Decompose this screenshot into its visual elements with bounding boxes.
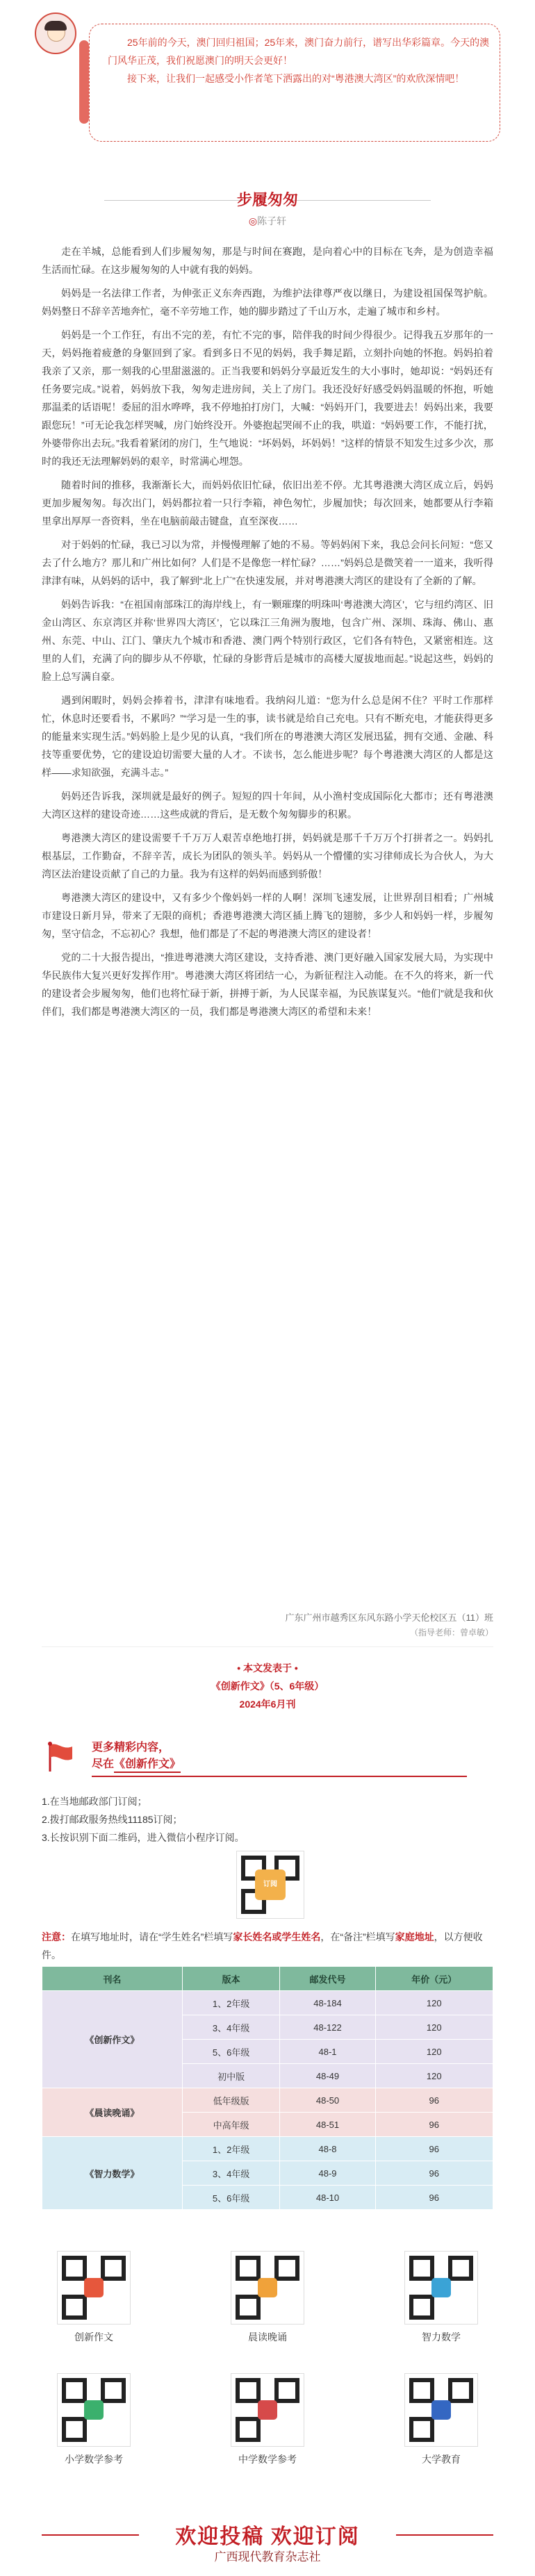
- pub-line-3: 2024年6月刊: [239, 1699, 296, 1710]
- qr-logo-icon: [84, 2400, 104, 2420]
- notice-paragraph-1: 25年前的今天，澳门回归祖国；25年来，澳门奋力前行，谱写出华彩篇章。今天的澳门风华正茂，我们祝愿澳门的明天会更好！: [108, 37, 490, 66]
- qr-code-item[interactable]: [215, 2373, 320, 2466]
- table-row: [42, 1991, 493, 2015]
- flag-icon: [42, 1741, 76, 1773]
- author-line: ◎陈子轩: [248, 215, 287, 226]
- magazine-name: 《智力数学》: [42, 2137, 183, 2210]
- qr-code[interactable]: [231, 2251, 304, 2325]
- avatar: [35, 13, 76, 54]
- qr-center-text: 订阅: [263, 1881, 277, 1888]
- table-header: 版本: [182, 1967, 280, 1991]
- subscribe-qr-code[interactable]: [236, 1851, 304, 1919]
- qr-label: 中学数学参考: [238, 2455, 297, 2466]
- subscription-table: [42, 1966, 493, 2210]
- qr-code-item[interactable]: [215, 2251, 320, 2344]
- table-cell: 120: [375, 2040, 493, 2064]
- table-cell: 48-50: [280, 2088, 375, 2113]
- article-paragraph: 遇到闲暇时，妈妈会捧着书，津津有味地看。我纳闷儿道：“您为什么总是闲不住？平时工作那样忙，休息时还要看书，不累吗？”“学习是一生的事，读书就是给自己充电。只有不断充电，才能获得更多的能量来实现生活。”妈妈脸上是少见的认真，“我们所在的粤港澳大湾区发展迅猛，拥有交通、金融、科技等重要优势，它的建设迫切需要大量的人才。不读书，怎么能进步呢？每个粤港澳大湾区的人都是这样——求知欲强，充满斗志。”: [42, 695, 493, 779]
- article-paragraph: 走在羊城，总能看到人们步履匆匆，那是与时间在赛跑，是向着心中的目标在飞奔，是为创造幸福生活而忙碌。在这步履匆匆的人中就有我的妈妈。: [42, 247, 493, 276]
- table-cell: 96: [375, 2137, 493, 2161]
- table-header: 刊名: [42, 1967, 183, 1991]
- divider: [42, 1646, 493, 1647]
- footer-title: 欢迎投稿 欢迎订阅: [175, 2525, 360, 2548]
- magazine-name: 《晨读晚诵》: [42, 2088, 183, 2137]
- signature: [264, 1610, 493, 1640]
- qr-logo-icon: [258, 2400, 277, 2420]
- qr-code-item[interactable]: [389, 2373, 493, 2466]
- qr-logo-icon: [431, 2400, 451, 2420]
- qr-code[interactable]: [57, 2373, 131, 2447]
- table-row: [42, 2088, 493, 2113]
- table-cell: 96: [375, 2161, 493, 2186]
- article-title: 步履匆匆: [236, 191, 298, 208]
- pub-line-2: 《创新作文》（5、6年级）: [211, 1681, 324, 1692]
- qr-label: 晨读晚诵: [248, 2333, 287, 2343]
- intro-notice: [21, 13, 514, 151]
- qr-logo-icon: [431, 2278, 451, 2297]
- qr-code-item[interactable]: [42, 2251, 146, 2344]
- table-header: 邮发代号: [280, 1967, 375, 1991]
- qr-code[interactable]: [231, 2373, 304, 2447]
- table-cell: 1、2年级: [182, 1991, 280, 2015]
- footer-subtitle: 广西现代教育杂志社: [214, 2550, 321, 2563]
- pub-line-1: 本文发表于: [243, 1662, 292, 1674]
- table-cell: 低年级版: [182, 2088, 280, 2113]
- more-content-banner: [42, 1733, 493, 1781]
- teacher-line: （指导老师：曾卓敏）: [409, 1628, 493, 1637]
- subscribe-steps: [42, 1792, 493, 1847]
- article-paragraph: 随着时间的推移，我渐渐长大，而妈妈依旧忙碌，依旧出差不停。尤其粤港澳大湾区成立后，妈妈更加步履匆匆。每次出门，妈妈都拉着一只行李箱，神色匆忙，步履加快；每次回来，她都要从行李箱里拿出厚厚一沓资料，坐在电脑前敲击键盘，直至深夜……: [42, 480, 493, 527]
- table-cell: 3、4年级: [182, 2161, 280, 2186]
- magazine-name: 《创新作文》: [42, 1991, 183, 2088]
- school-line: 广东广州市越秀区东风东路小学天伦校区五（11）班: [285, 1612, 493, 1623]
- footer: [0, 2501, 535, 2576]
- qr-logo-icon: [258, 2278, 277, 2297]
- article-header: [0, 186, 535, 235]
- note-label: 注意：: [42, 1931, 71, 1942]
- address-note: 注意：在填写地址时，请在“学生姓名”栏填写家长姓名或学生姓名，在“备注”栏填写家庭地址，以方便收件。: [42, 1931, 483, 1960]
- qr-label: 大学教育: [422, 2455, 461, 2466]
- table-cell: 120: [375, 2015, 493, 2040]
- table-cell: 120: [375, 1991, 493, 2015]
- table-cell: 5、6年级: [182, 2040, 280, 2064]
- qr-label: 小学数学参考: [65, 2455, 123, 2466]
- article-paragraph: 妈妈还告诉我，深圳就是最好的例子。短短的四十年间，从小渔村变成国际化大都市；还有粤港澳大湾区这样的建设奇迹……这些成就的背后，是无数个匆匆脚步的积累。: [42, 791, 493, 820]
- table-row: [42, 2137, 493, 2161]
- table-cell: 中高年级: [182, 2113, 280, 2137]
- article-paragraph: 妈妈是一个工作狂，有出不完的差，有忙不完的事，陪伴我的时间少得很少。记得我五岁那年的一天，妈妈拖着疲惫的身躯回到了家。看到多日不见的妈妈，我手舞足蹈，立刻扑向她的怀抱。妈妈拍着我亲了又亲，那一刻我的心里甜滋滋的。正当我要和妈妈分享最近发生的大小事时，她却说：“妈妈还有任务要完成。”说着，妈妈放下我，匆匆走进房间，关上了房门。我还没好好感受妈妈温暖的怀抱，听她那温柔的话语呢！委屈的泪水哗哗，我不停地拍打房门，大喊：“妈妈开门，我要进去！妈妈出来，我要跟您玩！”可无论我怎样哭喊，房门始终没开。外婆抱起哭闹不止的我，哄道：“妈妈要工作，不能打扰，外婆带你出去玩。”我看着紧闭的房门，生气地说：“坏妈妈，坏妈妈！”这样的情景不知发生过多少次，那时的我还无法理解妈妈的艰辛，时常满心埋怨。: [42, 330, 493, 468]
- table-cell: 48-1: [280, 2040, 375, 2064]
- article-paragraph: 党的二十大报告提出，“推进粤港澳大湾区建设，支持香港、澳门更好融入国家发展大局，为实现中华民族伟大复兴更好发挥作用”。粤港澳大湾区将团结一心，为新征程注入动能。在不久的将来，新一代的建设者会步履匆匆，他们也将忙碌于新，拼搏于新，为人民谋幸福，为民族谋复兴。“他们”就是我和伙伴们，我们都是粤港澳大湾区的一员，我们都是粤港澳大湾区的希望和未来！: [42, 952, 493, 1018]
- notice-paragraph-2: 接下来，让我们一起感受小作者笔下洒露出的对“粤港澳大湾区”的欢欣深情吧！: [127, 73, 465, 84]
- step-3: 3.长按识别下面二维码，进入微信小程序订阅。: [42, 1832, 245, 1843]
- table-cell: 120: [375, 2064, 493, 2088]
- qr-code-item[interactable]: [389, 2251, 493, 2344]
- table-header: 年价（元）: [375, 1967, 493, 1991]
- more-book-link[interactable]: 《创新作文》: [114, 1758, 181, 1773]
- qr-code[interactable]: [404, 2251, 478, 2325]
- author-name: 陈子轩: [257, 215, 287, 226]
- more-line-1: 更多精彩内容，: [92, 1742, 170, 1753]
- qr-code[interactable]: [57, 2251, 131, 2325]
- table-cell: 初中版: [182, 2064, 280, 2088]
- table-cell: 48-49: [280, 2064, 375, 2088]
- table-cell: 48-51: [280, 2113, 375, 2137]
- table-cell: 96: [375, 2088, 493, 2113]
- table-cell: 96: [375, 2186, 493, 2210]
- table-cell: 1、2年级: [182, 2137, 280, 2161]
- qr-label: 创新作文: [74, 2333, 113, 2343]
- article-paragraph: 粤港澳大湾区的建设需要千千万万人艰苦卓绝地打拼，妈妈就是那千千万万个打拼者之一。妈妈扎根基层，工作勤奋，不辞辛苦，成长为团队的领头羊。妈妈从一个懵懂的实习律师成长为合伙人，为大湾区法治建设贡献了自己的力量。我为有这样的妈妈而感到骄傲！: [42, 833, 493, 880]
- qr-logo-icon: [84, 2278, 104, 2297]
- qr-label: 智力数学: [422, 2333, 461, 2343]
- more-rule: [92, 1776, 467, 1777]
- qr-code-item[interactable]: [42, 2373, 146, 2466]
- article-body: [42, 243, 493, 1027]
- table-cell: 48-122: [280, 2015, 375, 2040]
- table-cell: 5、6年级: [182, 2186, 280, 2210]
- article-paragraph: 妈妈是一名法律工作者，为伸张正义东奔西跑，为维护法律尊严夜以继日，为建设祖国保驾护航。妈妈整日不辞辛苦地奔忙，毫不辛劳地工作，她的脚步踏过了千山万水，走遍了城市和乡村。: [42, 288, 493, 317]
- publication-info: • 本文发表于 • 《创新作文》（5、6年级） 2024年6月刊: [0, 1659, 535, 1713]
- article-paragraph: 妈妈告诉我：“在祖国南部珠江的海岸线上，有一颗璀璨的明珠叫‘粤港澳大湾区’，它与纽约湾区、旧金山湾区、东京湾区并称‘世界四大湾区’，它以珠江三角洲为腹地，包含广州、深圳、珠海、佛山、惠州、东莞、中山、江门、肇庆九个城市和香港、澳门两个特别行政区，它们各有特色，又紧密相连。这里的人们，充满了向的脚步从不停歇，忙碌的身影背后是城市的高楼大厦拔地而起。”说起这些，妈妈的脸上总写满自豪。: [42, 600, 493, 683]
- qr-code[interactable]: [404, 2373, 478, 2447]
- article-paragraph: 粤港澳大湾区的建设中，又有多少个像妈妈一样的人啊！深圳飞速发展，让世界刮目相看；广州城市建设日新月异，带来了无限的商机；香港粤港澳大湾区插上腾飞的翅膀，多少人和妈妈一样，步履匆匆，坚守信念，不忘初心？我想，他们都是了不起的粤港澳大湾区的建设者！: [42, 893, 493, 940]
- table-cell: 48-8: [280, 2137, 375, 2161]
- table-cell: 48-9: [280, 2161, 375, 2186]
- table-cell: 96: [375, 2113, 493, 2137]
- table-cell: 48-184: [280, 1991, 375, 2015]
- article-paragraph: 对于妈妈的忙碌，我已习以为常，并慢慢理解了她的不易。等妈妈闲下来，我总会问长问短：“您又去了什么地方？那儿和广州比如何？人们是不是像您一样忙碌？……”妈妈总是微笑着一一道来，我听得津津有味，从妈妈的话中，我了解到“北上广”在快速发展，并对粤港澳大湾区的建设有了全新的了解。: [42, 540, 493, 587]
- table-cell: 3、4年级: [182, 2015, 280, 2040]
- notice-tab: [79, 40, 89, 124]
- table-cell: 48-10: [280, 2186, 375, 2210]
- step-2: 2.拨打邮政服务热线11185订阅；: [42, 1814, 183, 1825]
- step-1: 1.在当地邮政部门订阅；: [42, 1796, 147, 1807]
- more-line-2: 尽在《创新作文》: [92, 1755, 181, 1771]
